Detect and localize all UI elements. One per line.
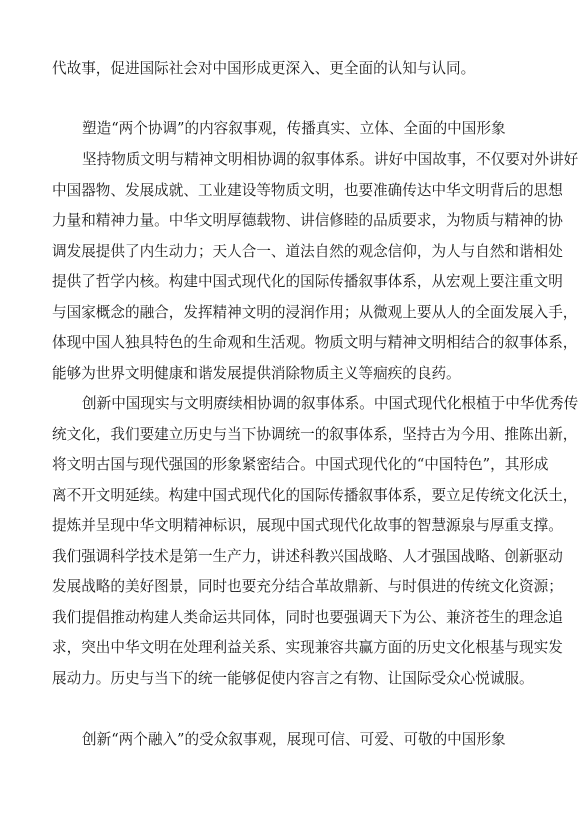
paragraph-line: 离不开文明延续。构建中国式现代化的国际传播叙事体系，要立足传统文化沃土，: [52, 487, 578, 504]
paragraph-line: 体现中国人独具特色的生命观和生活观。物质文明与精神文明相结合的叙事体系，: [52, 334, 578, 351]
paragraph-line: 统文化，我们要建立历史与当下协调统一的叙事体系，坚持古为今用、推陈出新，: [52, 426, 578, 443]
paragraph-line: 展动力。历史与当下的统一能够促使内容言之有物、让国际受众心悦诚服。: [52, 670, 534, 687]
section-heading: 创新“两个融入”的受众叙事观，展现可信、可爱、可敬的中国形象: [82, 731, 506, 748]
paragraph-line: 与国家概念的融合，发挥精神文明的浸润作用；从微观上要从人的全面发展入手，: [52, 304, 578, 321]
paragraph-line: 发展战略的美好图景，同时也要充分结合革故鼎新、与时俱进的传统文化资源；: [52, 578, 563, 595]
section-heading: 塑造“两个协调”的内容叙事观，传播真实、立体、全面的中国形象: [82, 120, 506, 137]
paragraph-line: 力量和精神力量。中华文明厚德载物、讲信修睦的品质要求，为物质与精神的协: [52, 212, 563, 229]
paragraph-line: 提炼并呈现中华文明精神标识，展现中国式现代化故事的智慧源泉与厚重支撑。: [52, 517, 563, 534]
paragraph-line: 求，突出中华文明在处理利益关系、实现兼容共赢方面的历史文化根基与现实发: [52, 639, 563, 656]
paragraph-line: 坚持物质文明与精神文明相协调的叙事体系。讲好中国故事，不仅要对外讲好: [82, 151, 578, 168]
paragraph-line: 代故事，促进国际社会对中国形成更深入、更全面的认知与认同。: [52, 60, 476, 77]
paragraph-line: 中国器物、发展成就、工业建设等物质文明，也要准确传达中华文明背后的思想: [52, 182, 563, 199]
paragraph-line: 调发展提供了内生动力；天人合一、道法自然的观念信仰，为人与自然和谐相处: [52, 243, 563, 260]
paragraph-line: 将文明古国与现代强国的形象紧密结合。中国式现代化的“中国特色”，其形成: [52, 456, 549, 473]
paragraph-line: 能够为世界文明健康和谐发展提供消除物质主义等痼疾的良药。: [52, 365, 461, 382]
paragraph-line: 我们提倡推动构建人类命运共同体，同时也要强调天下为公、兼济苍生的理念追: [52, 609, 563, 626]
paragraph-line: 提供了哲学内核。构建中国式现代化的国际传播叙事体系，从宏观上要注重文明: [52, 273, 563, 290]
paragraph-line: 我们强调科学技术是第一生产力，讲述科教兴国战略、人才强国战略、创新驱动: [52, 548, 563, 565]
paragraph-line: 创新中国现实与文明赓续相协调的叙事体系。中国式现代化根植于中华优秀传: [82, 395, 578, 412]
